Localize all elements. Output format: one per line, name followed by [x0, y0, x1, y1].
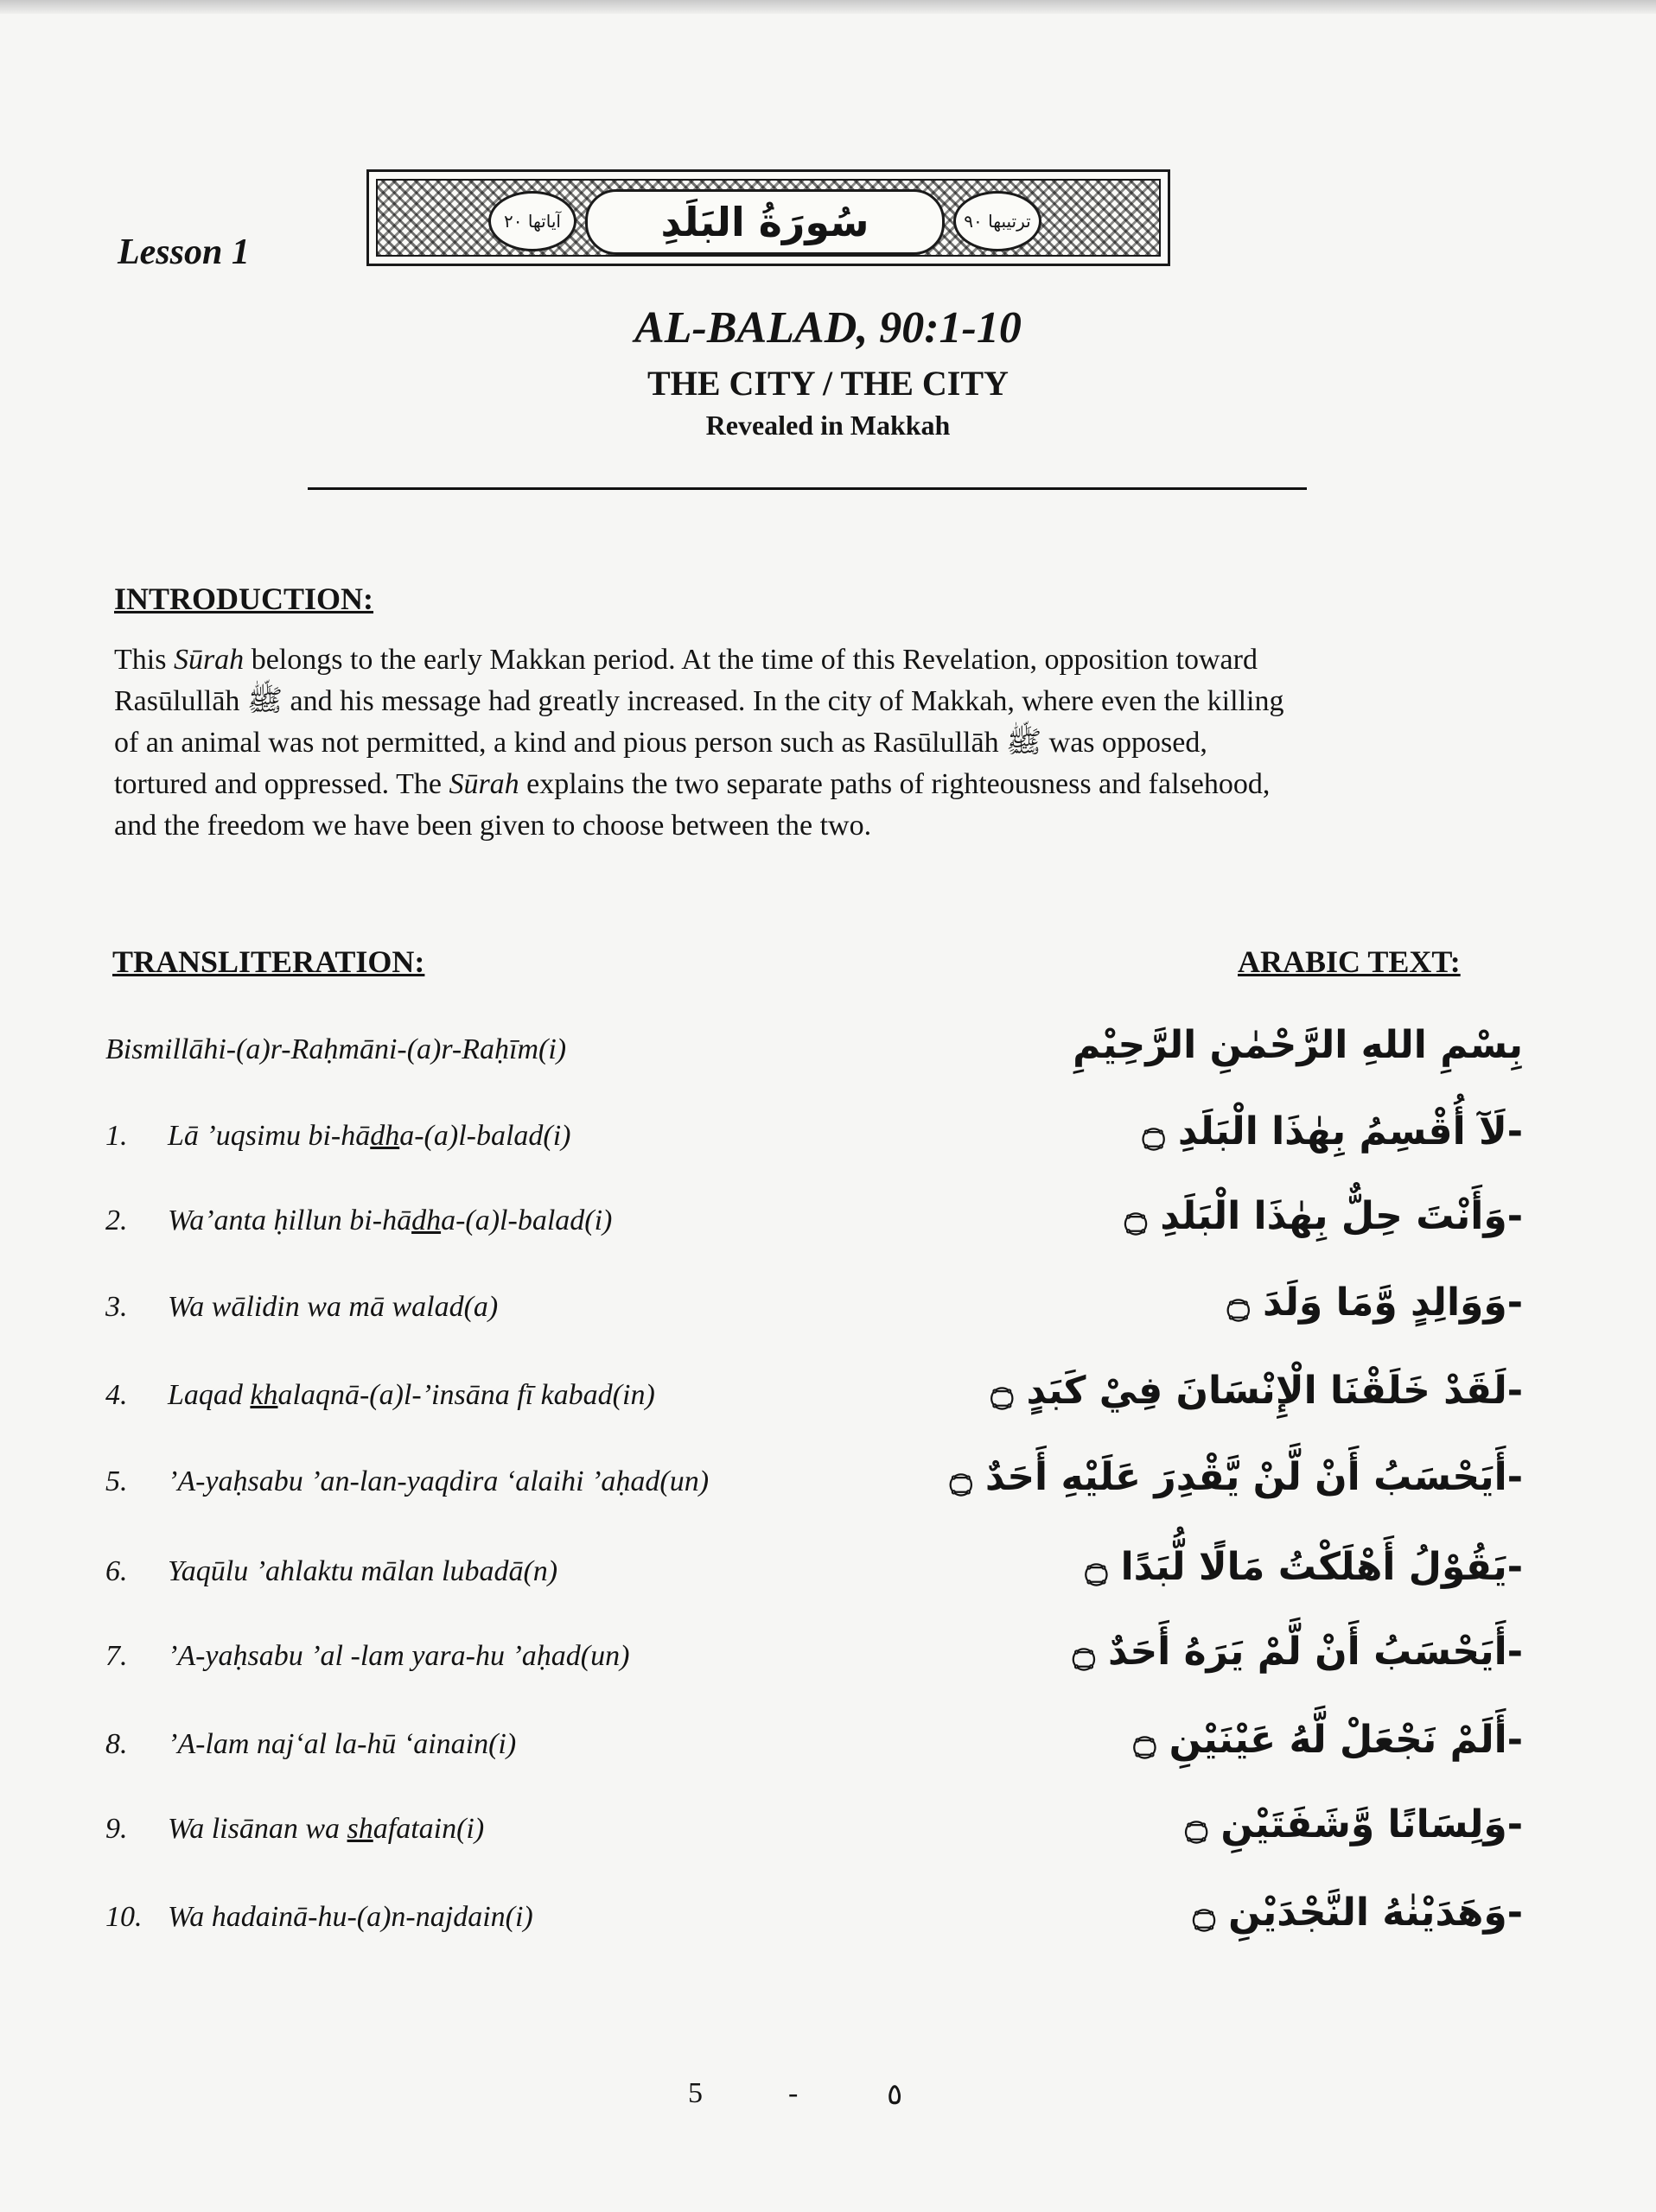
lesson-label: Lesson 1 [118, 232, 250, 272]
verse-transliteration: Yaqūlu ’ahlaktu mālan lubadā(n) [168, 1555, 558, 1587]
basmala-transliteration: Bismillāhi-(a)r-Raḥmāni-(a)r-Raḥīm(i) [105, 1033, 567, 1065]
verse-number: 10. [105, 1901, 143, 1933]
verse-arabic: -لَآ أُقْسِمُ بِهٰذَا الْبَلَدِ ۝ [1142, 1109, 1523, 1154]
page-number-separator: - [788, 2077, 799, 2109]
verse-transliteration: ’A-yaḥsabu ’an-lan-yaqdira ‘alaihi ’aḥad(un) [168, 1465, 710, 1497]
banner-order-medal: ترتيبها ٩٠ [953, 191, 1041, 251]
title-divider [308, 487, 1307, 490]
banner-ornament [376, 179, 1161, 257]
verse-transliteration: Lā ’uqsimu bi-hādha-(a)l-balad(i) [168, 1120, 571, 1152]
verse-transliteration: Wa hadainā-hu-(a)n-najdain(i) [168, 1901, 533, 1933]
verse-arabic: -أَيَحْسَبُ أَنْ لَّنْ يَّقْدِرَ عَلَيْهِ أَحَدٌ ۝ [949, 1455, 1523, 1499]
intro-line: This Sūrah belongs to the early Makkan period. At the time of this Revelation, opposition toward [114, 644, 1258, 676]
basmala-arabic: بِسْمِ اللهِ الرَّحْمٰنِ الرَّحِيْمِ [1073, 1023, 1523, 1067]
verse-number: 9. [105, 1813, 128, 1845]
verse-arabic: -أَلَمْ نَجْعَلْ لَّهُ عَيْنَيْنِ ۝ [1133, 1718, 1523, 1762]
verse-number: 4. [105, 1379, 128, 1411]
verse-number: 1. [105, 1120, 128, 1152]
verse-arabic: -لَقَدْ خَلَقْنَا الْإِنْسَانَ فِيْ كَبَدٍ ۝ [990, 1369, 1523, 1413]
verse-transliteration: Wa lisānan wa shafatain(i) [168, 1813, 485, 1845]
surah-banner [366, 169, 1170, 266]
intro-line: Rasūlullāh ﷺ and his message had greatly increased. In the city of Makkah, where even the killing [114, 685, 1284, 717]
page-number-arabic: ٥ [887, 2079, 903, 2111]
banner-surah-name: سُورَةُ البَلَدِ [585, 189, 945, 255]
introduction-body [114, 639, 1532, 847]
verse-arabic: -يَقُوْلُ أَهْلَكْتُ مَالًا لُّبَدًا ۝ [1085, 1545, 1523, 1589]
arabic-text-heading: ARABIC TEXT: [1238, 944, 1461, 979]
verse-number: 2. [105, 1205, 128, 1236]
verse-arabic: -أَيَحْسَبُ أَنْ لَّمْ يَرَهُ أَحَدٌ ۝ [1072, 1630, 1523, 1674]
introduction-heading: INTRODUCTION: [114, 582, 374, 616]
verse-transliteration: ’A-lam naj‘al la-hū ‘ainain(i) [168, 1728, 517, 1760]
verse-arabic: -وَلِسَانًا وَّشَفَتَيْنِ ۝ [1185, 1802, 1523, 1847]
intro-line: of an animal was not permitted, a kind and pious person such as Rasūlullāh ﷺ was opposed, [114, 727, 1207, 759]
intro-line: tortured and oppressed. The Sūrah explains the two separate paths of righteousness and falsehood, [114, 768, 1271, 800]
revelation-place: Revealed in Makkah [705, 410, 951, 441]
page-title: AL-BALAD, 90:1-10 [634, 303, 1022, 353]
verse-number: 6. [105, 1555, 128, 1587]
verse-arabic: -وَأَنْتَ حِلٌّ بِهٰذَا الْبَلَدِ ۝ [1124, 1194, 1523, 1238]
page-subtitle: THE CITY / THE CITY [647, 364, 1009, 403]
verse-transliteration: Laqad khalaqnā-(a)l-’insāna fī kabad(in) [168, 1379, 655, 1411]
verse-number: 3. [105, 1291, 128, 1323]
verse-arabic: -وَوَالِدٍ وَّمَا وَلَدَ ۝ [1226, 1281, 1523, 1325]
verse-transliteration: ’A-yaḥsabu ’al -lam yara-hu ’aḥad(un) [168, 1640, 630, 1672]
intro-line: and the freedom we have been given to choose between the two. [114, 810, 872, 842]
transliteration-heading: TRANSLITERATION: [112, 944, 425, 979]
scan-edge [0, 0, 1656, 14]
verse-number: 7. [105, 1640, 128, 1672]
verse-number: 5. [105, 1465, 128, 1497]
verse-transliteration: Wa wālidin wa mā walad(a) [168, 1291, 499, 1323]
verse-transliteration: Wa’anta ḥillun bi-hādha-(a)l-balad(i) [168, 1205, 613, 1236]
verse-number: 8. [105, 1728, 128, 1760]
banner-ayat-medal: آياتها ٢٠ [488, 191, 576, 251]
page-number-latin: 5 [688, 2077, 703, 2109]
verse-arabic: -وَهَدَيْنٰهُ النَّجْدَيْنِ ۝ [1193, 1891, 1523, 1935]
